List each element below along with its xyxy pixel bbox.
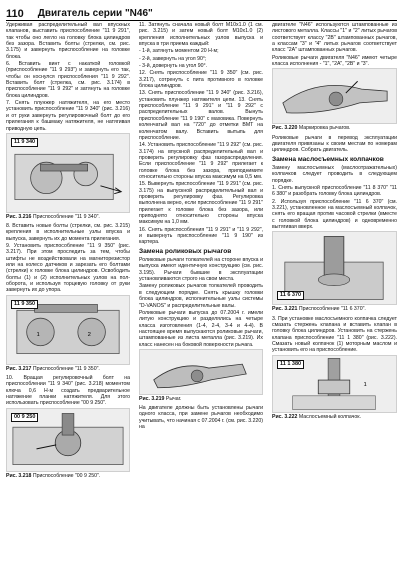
tool-label: 11 9 350 (11, 300, 38, 309)
list-item: - 2-й, завернуть на угол 90°; (139, 55, 207, 62)
paragraph: Удерживая распределительный вал впускных клапанов, выставить приспособление "11 9 291", так чтобы оно легло на головку блока цилиндров без зазора. Вставить болты (стрелки, см. рис. 3.175) и завернуть приспособление на головке блока. (6, 22, 130, 60)
chapter-title: Двигатель серии "N46" (37, 8, 153, 19)
list-item: - 3-й, довернуть на угол 90°. (139, 63, 208, 70)
figure-caption (6, 214, 130, 220)
paragraph: 16. Снять приспособления "11 9 291" и "11 9 292", и вывернуть приспособление "11 9 190" из картера. (139, 226, 263, 246)
caption-text: Приспособление "00 9 250". (32, 472, 101, 479)
rocker-arm-illustration (140, 350, 262, 394)
figure-3-219 (139, 349, 263, 395)
caption-number: Рис. 3.218 (6, 472, 32, 479)
paragraph: 15. Вывернуть приспособление "11 9 291" (см. рис. 3.175) на выпускной распределительный вал и проверить регулировку фаз. Регулировка выполнена верно, если приспособление "11 9 291" прилегает к головке блока без зазора, или приподнято относительно стороны впуска максимум на 1,0 мм. (139, 181, 263, 226)
tool-label: 00 9 250 (11, 413, 38, 422)
figure-caption (272, 125, 397, 131)
page-number: 110 (6, 8, 24, 20)
paragraph: 13. Снять приспособление "11 9 340" (рис. 3.216), установить плунжер натяжителя цепи. 13. Снять приспособление "11 9 291" и "11 9 292" с распределительных валов. Вынуть приспособление "11 9 190" с маховика. Повернуть коленчатый вал на "720" до отметки ВМТ на коленчатом валу. Вставить вытыпь для приспособление. (139, 90, 263, 141)
paragraph: 3. При установке маслосъемного колпачка следует смазать стержень клапана и вставить клапан в головку блока цилиндров. Установить на стержень клапана приспособление "11 1 380" (рис. 3.222). Смазать новый колпачок (1) моторным маслом и установить его на приспособление. (272, 315, 397, 354)
figure-caption (272, 414, 397, 420)
column-2 (139, 22, 263, 431)
column-1 (6, 22, 130, 482)
caption-text: Приспособление "11 6 370". (298, 306, 366, 313)
figure-3-217 (6, 295, 130, 365)
caption-number: Рис. 3.216 (6, 213, 32, 220)
paragraph: двигателе "N46" используются штампованные из листового металла. Классы "1" и "2" литых рычагов соответствует классу "2B" штампованных рычагов, а классам "3" и "4" литых рычагов соответствует класс "2A" штампованных рычагов. (272, 22, 397, 54)
figure-caption (6, 366, 130, 372)
figure-3-216 (6, 133, 130, 213)
paragraph: Замену маслосъемных (маслоотражательных) колпачков следует проводить в следующем порядке. (272, 165, 397, 184)
paragraph: 1. Снять выпускной приспособление "11 8 370" "11 6 380" и разобрать головку блока цилиндров. (272, 185, 397, 198)
caption-text: Приспособление "11 9 350". (32, 365, 100, 372)
section-heading: Замена маслосъемных колпачков (272, 155, 384, 163)
paragraph: Замену роликовых рычагов толкателей проводить в следующем порядке. Снять крышку головки блока цилиндров, исполнительные узлы системы "D-VANOS" и распределительные валы. (139, 283, 263, 309)
paragraph: 10. Вращая регулировочный болт на приспособлении "11 9 340" (рис. 3.218) моментом ключа 0,6 Н·м создать предварительное натяжение планки натяжителя. Для этого использовать приспособление "00 9 250". (6, 375, 130, 407)
paragraph: 6. Вставить винт с накаткой головкой (приспособление "11 9 293") и завернуть его так, чтобы он коснулся приспособления "11 9 292". Вставить болт (стрелка, см. рис. 3.174) в приспособление "11 9 292" и затянуть на головке блока цилиндров. (6, 61, 130, 99)
figure-caption (6, 473, 130, 479)
paragraph: 12. Снять приспособление "11 9 350" (см. рис. 3.217), сотренуть с пита противного в головке блока цилиндров. (139, 70, 263, 90)
caption-text: Рычаг. (165, 395, 182, 402)
figure-3-220 (272, 68, 397, 124)
svg-text:1: 1 (363, 381, 367, 388)
paragraph: Роликовые рычаги толкателей на стороне впуска и выпуска имеют идентичную конструкцию (см. рис. 3.195). Рычаги бывшие в эксплуатации установливаются строго на свои места. (139, 257, 263, 283)
figure-caption (139, 396, 263, 402)
rocker-marking-illustration (273, 69, 396, 123)
caption-text: Маслосъемный колпачок. (298, 413, 361, 420)
figure-3-218 (6, 408, 130, 472)
caption-number: Рис. 3.220 (272, 125, 298, 132)
tool-label: 11 1 380 (277, 360, 304, 369)
svg-text:2: 2 (87, 331, 91, 338)
page-header (6, 6, 397, 21)
figure-3-222 (272, 355, 397, 413)
caption-number: Рис. 3.219 (139, 395, 165, 402)
list-item: - 1-й, затянуть моментом 20 Н·м; (139, 48, 219, 55)
tool-label: 11 9 340 (11, 138, 38, 147)
paragraph: Роликовые рычаги двигателя "N46" имеют четыре класса исполнения - "1", "2A", "2B" и "3". (272, 54, 397, 68)
section-heading: Замена роликовых рычагов (139, 247, 232, 255)
caption-text: Приспособление "11 9 340". (32, 213, 100, 220)
paragraph: 9. Установить приспособление "11 9 350" (рис. 3.217). При этом проследить за тем, чтобы штифты не воздействовали на магниторезистор или на колесо датчиков и зарезать его болтами (стрелки) к головке блока цилиндров. Освободить болты (1) и (2) исполнительных узлов на пол-оборота, и используя торцевую головку от руки завернуть их до упора. (6, 243, 130, 294)
paragraph: 7. Снять плунжер натяжителя, на его место установить приспособление "11 9 340" (рис. 3.216) и от руки завернуть регулировочный болт до его прилегания к башмаку натяжителя, не натягивая приводную цепь. (6, 100, 130, 132)
caption-number: Рис. 3.217 (6, 365, 32, 372)
paragraph: 11. Затянуть сначала новый болт M10x1.0 (1 см. рис. 3.215) и затем новый болт M10x1.0 (2) крепления исполнительных узлов выпуска и впуска в три приема каждый: (139, 22, 263, 48)
paragraph: 2. Используя приспособление "11 6 370" (см. 3.221), установленное на маслосъемный колпачок, снять его вращая против часовой стрелки (вместе с головкой блока цилиндров) и одновременно вытягивая вверх. (272, 198, 397, 231)
paragraph: 14. Установить приспособление "11 9 292" (см. рис. 3.174) на впускной распределительный вал и проверить регулировку фаз газораспределения. Если приспособление "11 9 292" прилегает к головке блока без зазора, приподнимите относительно стороны впуска максимум на 0,5 мм. (139, 142, 263, 180)
figure-3-221 (272, 231, 397, 305)
paragraph: На двигателе должны быть установлены рычаги одного класса, при замене рычагов необходимо учитывать, что начиная с 07.2004 г. (см. рис. 3.220) на (139, 405, 263, 431)
column-3 (272, 22, 397, 423)
caption-number: Рис. 3.221 (272, 306, 298, 313)
paragraph: Роликовые рычаги в перевод эксплуатации двигателя привязаны к своим местам по номерам цилиндров. Собрать двигатель. (272, 134, 397, 154)
paragraph: 8. Вставить новые болты (стрелки, см. рис. 3.215) крепления в исполнительные узлы впуска и выпуска, завернуть их до момента прилегания. (6, 223, 130, 242)
caption-text: Маркировка рычагов. (298, 125, 351, 132)
caption-number: Рис. 3.222 (272, 413, 298, 420)
paragraph: Роликовые рычаги выпуска до 07.2004 г. имели литую конструкцию и разделялись на четыре класса изготовления (1-4, 2-4, 3-4 и 4-4). В настоящее время выпускаются роликовые рычаги, штампованные из листа металла (рис. 3.219). Их класс нанесен на боковой поверхности рычага. (139, 309, 263, 348)
tool-label: 11 6 370 (277, 291, 304, 300)
svg-text:1: 1 (36, 331, 40, 338)
figure-caption (272, 306, 397, 312)
